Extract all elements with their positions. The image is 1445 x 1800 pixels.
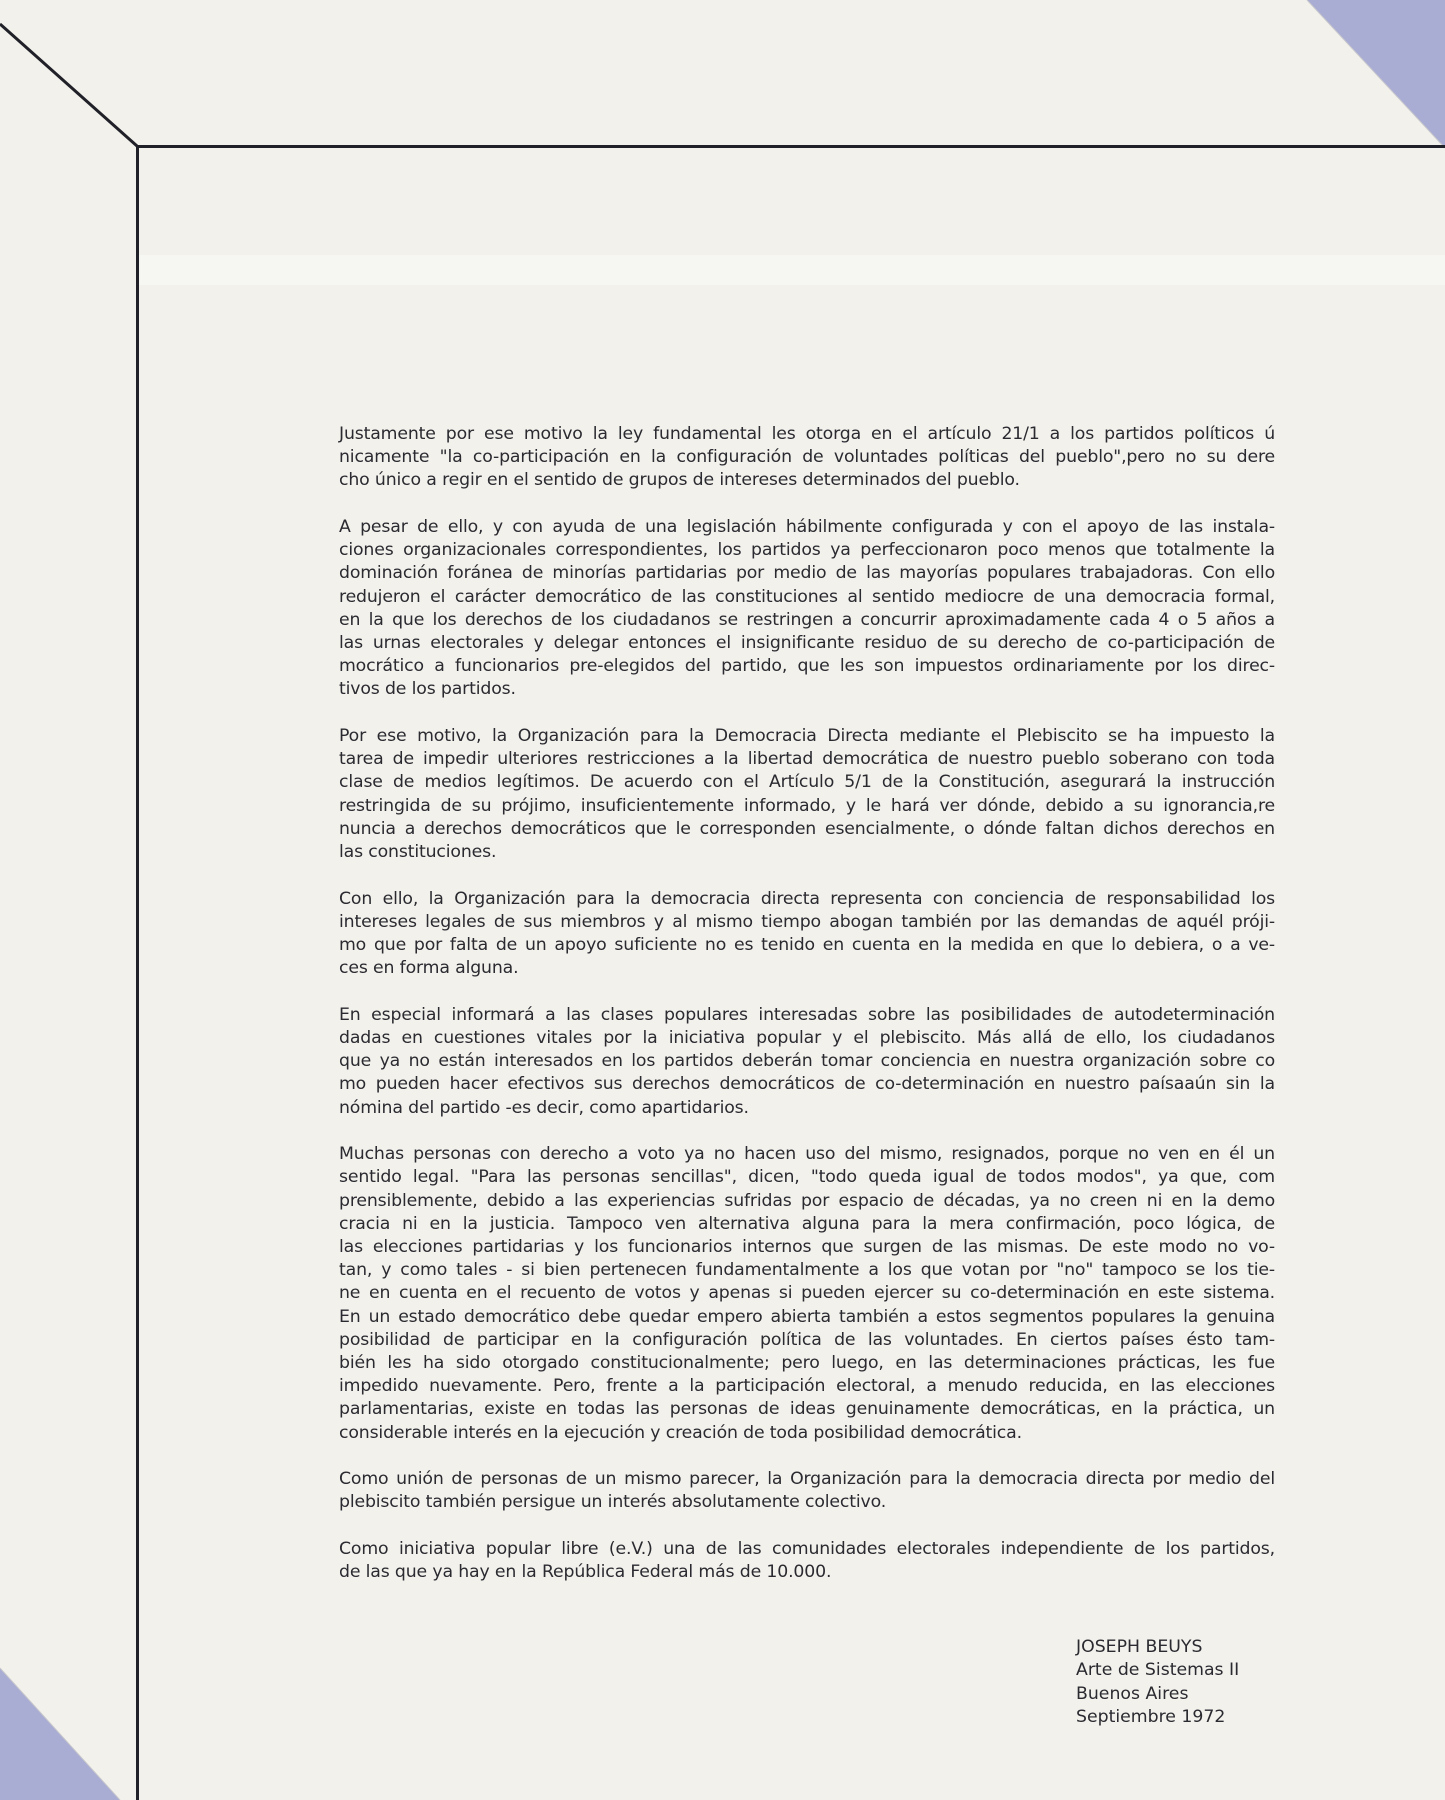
text-line: cho único a regir en el sentido de grupos de intereses determinados del pueblo. xyxy=(339,470,1020,491)
text-line: nómina del partido -es decir, como apartidarios. xyxy=(339,1097,749,1118)
frame-left-line xyxy=(136,145,139,1800)
text-line: mo que por falta de un apoyo suficiente no es tenido en cuenta en la medida en que lo debiera, o a ve- xyxy=(339,935,1275,956)
text-line: Justamente por ese motivo la ley fundamental les otorga en el artículo 21/1 a los partidos políticos ú xyxy=(339,424,1275,444)
text-line: redujeron el carácter democrático de las constituciones al sentido mediocre de una democracia formal, xyxy=(339,586,1275,607)
text-line: Como unión de personas de un mismo parecer, la Organización para la democracia directa por medio del xyxy=(339,1469,1275,1490)
signature-block xyxy=(1076,1636,1239,1730)
paragraph-5 xyxy=(339,1004,1275,1120)
text-line: nicamente "la co-participación en la configuración de voluntades políticas del pueblo",pero no su dere xyxy=(339,447,1275,468)
paragraph-3 xyxy=(339,725,1275,864)
signature-name: JOSEPH BEUYS xyxy=(1076,1637,1203,1657)
text-line: mocrático a funcionarios pre-elegidos del partido, que les son impuestos ordinariamente por los direc- xyxy=(339,656,1275,677)
paragraph-7 xyxy=(339,1468,1275,1514)
document-body xyxy=(339,423,1275,1608)
text-line: Por ese motivo, la Organización para la Democracia Directa mediante el Plebiscito se ha impuesto la xyxy=(339,726,1275,747)
text-line: ne en cuenta en el recuento de votos y apenas si pueden ejercer su co-determinación en este sistema. xyxy=(339,1283,1275,1304)
text-line: prensiblemente, debido a las experiencias sufridas por espacio de décadas, ya no creen ni en la demo xyxy=(339,1190,1275,1211)
text-line: mo pueden hacer efectivos sus derechos democráticos de co-determinación en nuestro paísaaún sin la xyxy=(339,1074,1275,1095)
text-line: considerable interés en la ejecución y creación de toda posibilidad democrática. xyxy=(339,1422,1022,1443)
text-line: las elecciones partidarias y los funcionarios internos que surgen de las mismas. De este modo no vo- xyxy=(339,1237,1275,1258)
signature-line-3: Buenos Aires xyxy=(1076,1683,1189,1704)
text-line: las urnas electorales y delegar entonces el insignificante residuo de su derecho de co-participación de xyxy=(339,633,1275,654)
text-line: las constituciones. xyxy=(339,842,497,863)
text-line: sentido legal. "Para las personas sencillas", dicen, "todo queda igual de todos modos", ya que, com xyxy=(339,1167,1275,1188)
signature-line-4: Septiembre 1972 xyxy=(1076,1707,1226,1728)
text-line: plebiscito también persigue un interés absolutamente colectivo. xyxy=(339,1492,887,1513)
paragraph-6 xyxy=(339,1143,1275,1445)
text-line: ciones organizacionales correspondientes, los partidos ya perfeccionaron poco menos que totalmente la xyxy=(339,540,1275,561)
text-line: tarea de impedir ulteriores restricciones a la libertad democrática de nuestro pueblo soberano con toda xyxy=(339,749,1275,770)
text-line: parlamentarias, existe en todas las personas de ideas genuinamente democráticas, en la práctica, un xyxy=(339,1399,1275,1420)
text-line: en la que los derechos de los ciudadanos se restringen a concurrir aproximadamente cada 4 o 5 años a xyxy=(339,609,1275,630)
text-line: intereses legales de sus miembros y al mismo tiempo abogan también por las demandas de aquél próji- xyxy=(339,911,1275,932)
text-line: Muchas personas con derecho a voto ya no hacen uso del mismo, resignados, porque no ven en él un xyxy=(339,1144,1275,1165)
text-line: dominación foránea de minorías partidarias por medio de las mayorías populares trabajadoras. Con ello xyxy=(339,563,1275,584)
paragraph-4 xyxy=(339,888,1275,981)
text-line: de las que ya hay en la República Federal más de 10.000. xyxy=(339,1562,832,1583)
text-line: En especial informará a las clases populares interesadas sobre las posibilidades de autodeterminación xyxy=(339,1004,1275,1025)
text-line: restringida de su prójimo, insuficientemente informado, y le hará ver dónde, debido a su ignorancia,re xyxy=(339,795,1275,816)
text-line: que ya no están interesados en los partidos deberán tomar conciencia en nuestra organización sobre co xyxy=(339,1051,1275,1072)
paragraph-2 xyxy=(339,516,1275,702)
text-line: dadas en cuestiones vitales por la iniciativa popular y el plebiscito. Más allá de ello, los ciudadanos xyxy=(339,1028,1275,1049)
text-line: Como iniciativa popular libre (e.V.) una de las comunidades electorales independiente de los partidos, xyxy=(339,1539,1275,1560)
paragraph-8 xyxy=(339,1538,1275,1584)
text-line: tan, y como tales - si bien pertenecen fundamentalmente a los que votan por "no" tampoco se los tie- xyxy=(339,1260,1275,1281)
text-line: Con ello, la Organización para la democracia directa representa con conciencia de responsabilidad los xyxy=(339,888,1275,909)
frame-top-line xyxy=(137,145,1445,148)
text-line: bién les ha sido otorgado constitucionalmente; pero luego, en las determinaciones prácticas, les fue xyxy=(339,1353,1275,1374)
text-line: impedido nuevamente. Pero, frente a la participación electoral, a menudo reducida, en las elecciones xyxy=(339,1376,1275,1397)
text-line: nuncia a derechos democráticos que le corresponden esencialmente, o dónde faltan dichos derechos en xyxy=(339,818,1275,839)
text-line: cracia ni en la justicia. Tampoco ven alternativa alguna para la mera confirmación, poco lógica, de xyxy=(339,1213,1275,1234)
text-line: tivos de los partidos. xyxy=(339,679,516,700)
text-line: posibilidad de participar en la configuración política de las voluntades. En ciertos países ésto tam- xyxy=(339,1329,1275,1350)
signature-line-2: Arte de Sistemas II xyxy=(1076,1660,1240,1681)
paragraph-1 xyxy=(339,423,1275,493)
text-line: clase de medios legítimos. De acuerdo con el Artículo 5/1 de la Constitución, asegurará la instrucción xyxy=(339,772,1275,793)
text-line: ces en forma alguna. xyxy=(339,958,519,979)
text-line: A pesar de ello, y con ayuda de una legislación hábilmente configurada y con el apoyo de las instala- xyxy=(339,517,1275,537)
text-line: En un estado democrático debe quedar empero abierta también a estos segmentos populares la genuina xyxy=(339,1306,1275,1327)
